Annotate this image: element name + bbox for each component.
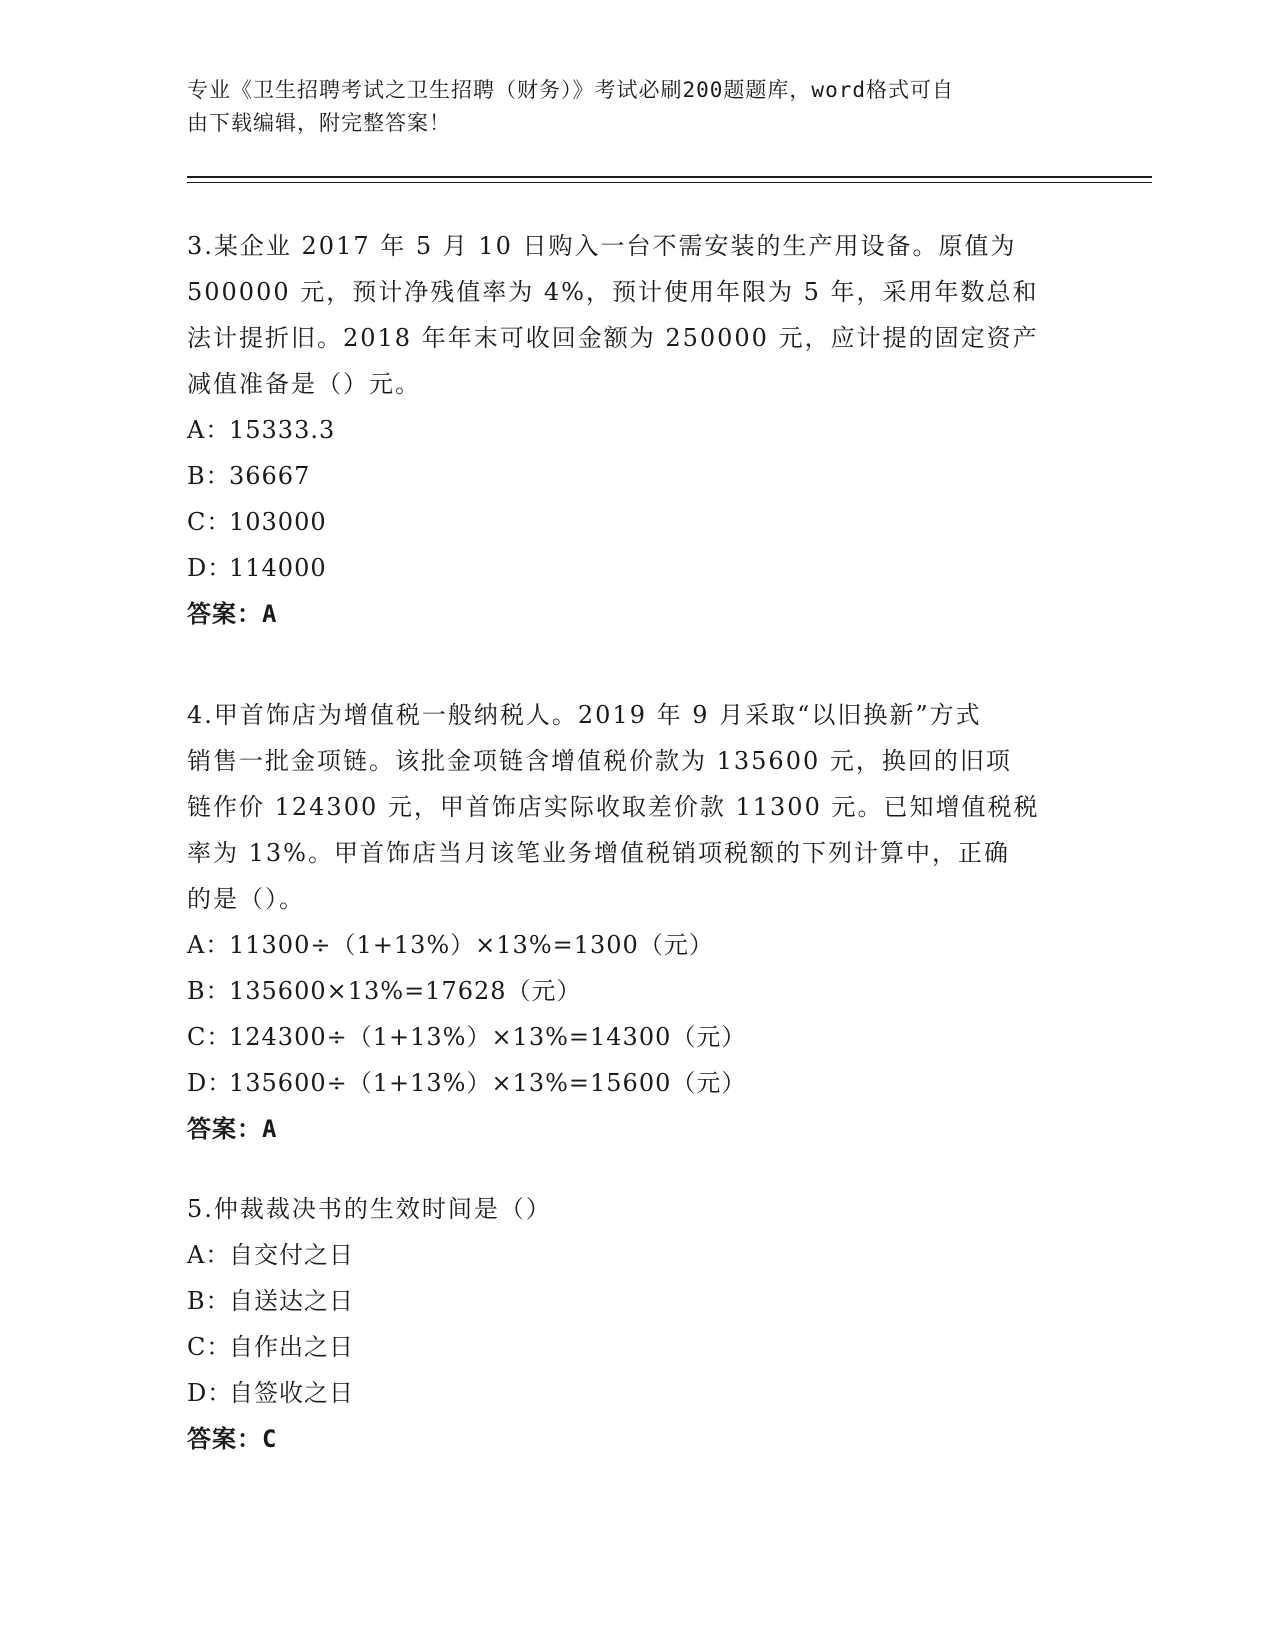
question-stem-line: 减值准备是（）元。 bbox=[187, 370, 421, 398]
option-a bbox=[187, 1232, 1087, 1278]
question-stem-line: 法计提折旧。2018 年年末可收回金额为 250000 元，应计提的固定资产 bbox=[187, 324, 1039, 352]
header-divider-thick bbox=[187, 176, 1152, 178]
option-letter: B： bbox=[187, 1287, 231, 1315]
header-line-1: 专业《卫生招聘考试之卫生招聘（财务）》考试必刷200题题库，word格式可自 bbox=[187, 78, 954, 102]
question-stem-line: 5.仲裁裁决书的生效时间是（） bbox=[187, 1195, 552, 1223]
question-stem-line: 500000 元，预计净残值率为 4%，预计使用年限为 5 年，采用年数总和 bbox=[187, 278, 1039, 306]
option-b bbox=[187, 1278, 1087, 1324]
question-4 bbox=[187, 692, 1087, 1152]
option-d bbox=[187, 1370, 1087, 1416]
option-text: 自送达之日 bbox=[229, 1287, 354, 1315]
question-5 bbox=[187, 1186, 1087, 1462]
answer-line: 答案：A bbox=[187, 600, 278, 628]
option-d bbox=[187, 545, 1087, 591]
option-text: 自交付之日 bbox=[229, 1241, 354, 1269]
question-stem-line: 4.甲首饰店为增值税一般纳税人。2019 年 9 月采取“以旧换新”方式 bbox=[187, 701, 982, 729]
option-b bbox=[187, 453, 1087, 499]
option-text: 114000 bbox=[229, 554, 327, 582]
option-letter: D： bbox=[187, 554, 233, 582]
option-c bbox=[187, 1324, 1087, 1370]
option-letter: C： bbox=[187, 1023, 232, 1051]
question-3 bbox=[187, 223, 1087, 637]
option-text: 11300÷（1+13%）×13%=1300（元） bbox=[229, 931, 714, 959]
question-stem-line: 销售一批金项链。该批金项链含增值税价款为 135600 元，换回的旧项 bbox=[187, 747, 1012, 775]
option-letter: C： bbox=[187, 508, 232, 536]
option-c bbox=[187, 1014, 1087, 1060]
option-a bbox=[187, 407, 1087, 453]
option-letter: D： bbox=[187, 1069, 233, 1097]
option-letter: A： bbox=[187, 416, 231, 444]
option-text: 36667 bbox=[229, 462, 311, 490]
option-text: 自签收之日 bbox=[229, 1379, 354, 1407]
header-line-2: 由下载编辑，附完整答案！ bbox=[187, 111, 451, 135]
option-text: 15333.3 bbox=[229, 416, 336, 444]
option-text: 135600÷（1+13%）×13%=15600（元） bbox=[229, 1069, 747, 1097]
option-text: 自作出之日 bbox=[229, 1333, 354, 1361]
header-divider-thin bbox=[187, 182, 1152, 183]
option-a bbox=[187, 922, 1087, 968]
option-letter: B： bbox=[187, 462, 231, 490]
document-header bbox=[187, 74, 1087, 140]
option-c bbox=[187, 499, 1087, 545]
option-text: 103000 bbox=[229, 508, 327, 536]
option-letter: A： bbox=[187, 1241, 231, 1269]
option-letter: C： bbox=[187, 1333, 232, 1361]
option-text: 124300÷（1+13%）×13%=14300（元） bbox=[229, 1023, 747, 1051]
option-letter: A： bbox=[187, 931, 231, 959]
question-stem-line: 率为 13%。甲首饰店当月该笔业务增值税销项税额的下列计算中，正确 bbox=[187, 839, 1010, 867]
option-letter: D： bbox=[187, 1379, 233, 1407]
answer-line: 答案：A bbox=[187, 1115, 278, 1143]
option-d bbox=[187, 1060, 1087, 1106]
option-letter: B： bbox=[187, 977, 231, 1005]
question-stem-line: 3.某企业 2017 年 5 月 10 日购入一台不需安装的生产用设备。原值为 bbox=[187, 232, 1017, 260]
option-text: 135600×13%=17628（元） bbox=[229, 977, 582, 1005]
option-b bbox=[187, 968, 1087, 1014]
question-stem-line: 链作价 124300 元，甲首饰店实际收取差价款 11300 元。已知增值税税 bbox=[187, 793, 1040, 821]
answer-line: 答案：C bbox=[187, 1425, 278, 1453]
question-stem-line: 的是（）。 bbox=[187, 885, 305, 913]
